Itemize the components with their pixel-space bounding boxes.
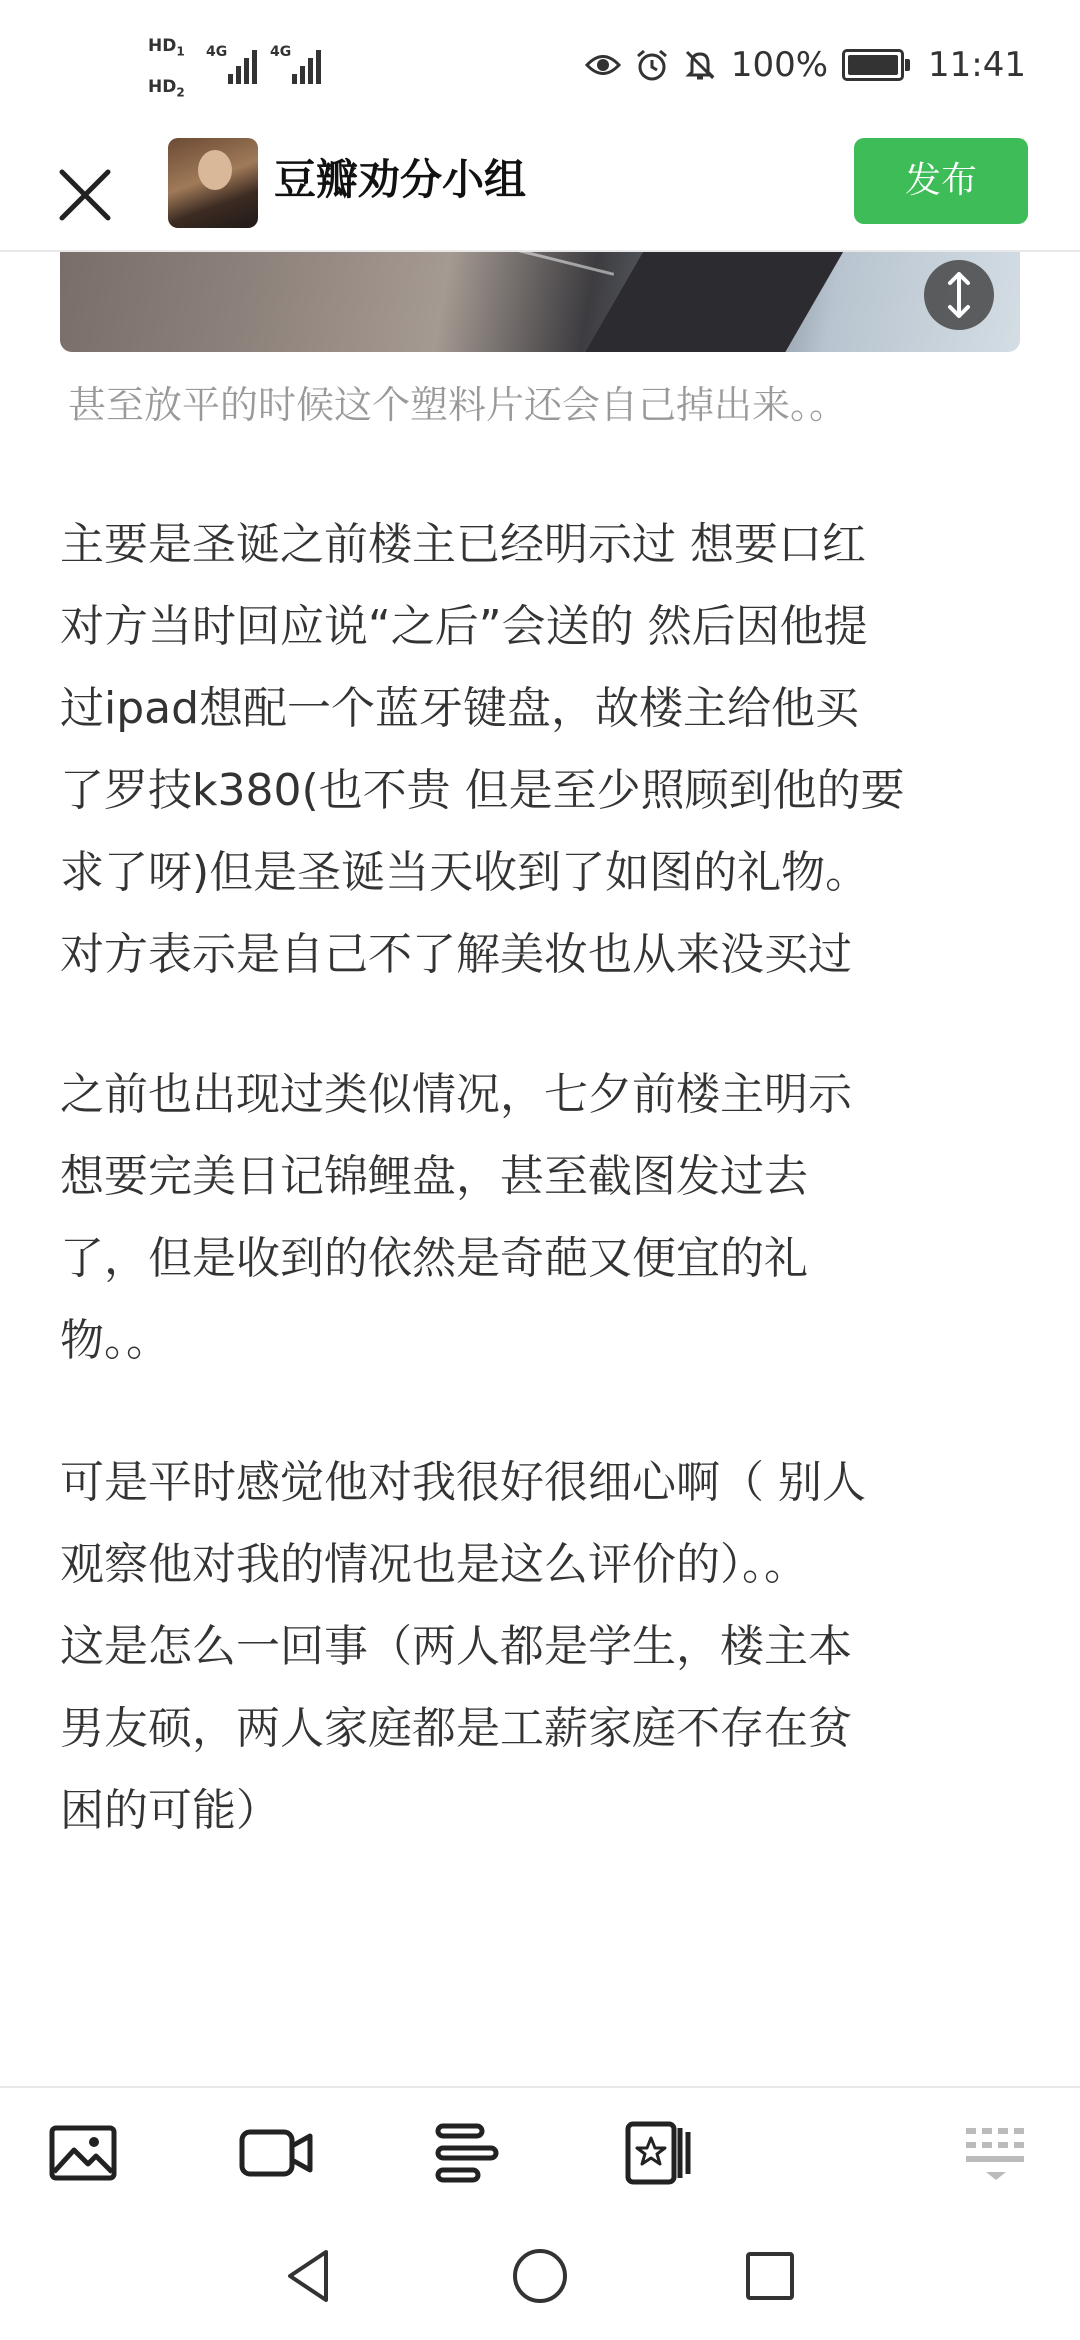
paragraph-line: 主要是圣诞之前楼主已经明示过 想要口红 bbox=[60, 519, 866, 570]
hd-indicator-2 bbox=[148, 77, 192, 102]
nav-home-button[interactable] bbox=[508, 2244, 572, 2308]
insert-image-button[interactable] bbox=[46, 2118, 122, 2188]
insert-album-button[interactable] bbox=[622, 2118, 698, 2188]
top-header bbox=[0, 130, 1080, 252]
keyboard-icon bbox=[962, 2118, 1038, 2188]
paragraph-line: 对方表示是自己不了解美妆也从来没买过 bbox=[60, 929, 852, 980]
close-icon bbox=[52, 150, 118, 230]
post-paragraph-1 bbox=[60, 504, 1030, 996]
post-paragraph-3 bbox=[60, 1442, 1030, 1852]
album-icon bbox=[622, 2118, 698, 2188]
paragraph-line: 了，但是收到的依然是奇葩又便宜的礼 bbox=[60, 1233, 808, 1284]
insert-video-button[interactable] bbox=[238, 2118, 314, 2188]
paragraph-line: 可是平时感觉他对我很好很细心啊（ 别人 bbox=[60, 1457, 866, 1508]
paragraph-line: 过ipad想配一个蓝牙键盘，故楼主给他买 bbox=[60, 683, 860, 734]
hd-indicators bbox=[148, 36, 192, 119]
paragraph-line: 困的可能） bbox=[60, 1785, 280, 1836]
alarm-icon bbox=[635, 48, 669, 82]
paragraph-line: 之前也出现过类似情况，七夕前楼主明示 bbox=[60, 1069, 852, 1120]
post-image[interactable] bbox=[60, 252, 1020, 352]
resize-button[interactable] bbox=[924, 260, 994, 330]
publish-button[interactable]: 发布 bbox=[854, 138, 1028, 224]
clock-time: 11:41 bbox=[928, 45, 1026, 85]
hd2-sub: 2 bbox=[176, 85, 185, 100]
hd-indicator-1 bbox=[148, 36, 192, 61]
hd2-label: HD bbox=[148, 77, 177, 98]
video-icon bbox=[238, 2118, 314, 2188]
paragraph-line: 物。。 bbox=[60, 1315, 170, 1366]
align-icon bbox=[430, 2118, 506, 2188]
status-bar bbox=[0, 0, 1080, 130]
paragraph-line: 这是怎么一回事（两人都是学生，楼主本 bbox=[60, 1621, 852, 1672]
paragraph-line: 观察他对我的情况也是这么评价的）。。 bbox=[60, 1539, 808, 1590]
format-align-button[interactable] bbox=[430, 2118, 506, 2188]
paragraph-line: 男友硕，两人家庭都是工薪家庭不存在贫 bbox=[60, 1703, 852, 1754]
image-icon bbox=[46, 2118, 122, 2188]
hide-keyboard-button[interactable] bbox=[962, 2118, 1038, 2188]
signal-bars-2-icon bbox=[292, 44, 322, 84]
signal-bars-1-icon bbox=[228, 44, 258, 84]
close-button[interactable] bbox=[52, 150, 118, 230]
editor-toolbar bbox=[0, 2086, 1080, 2218]
network-type-2: 4G bbox=[270, 44, 292, 60]
hd1-sub: 1 bbox=[176, 44, 185, 59]
group-avatar[interactable] bbox=[168, 138, 258, 228]
nav-recents-icon bbox=[738, 2244, 802, 2308]
paragraph-line: 对方当时回应说“之后”会送的 然后因他提 bbox=[60, 601, 868, 652]
post-paragraph-2 bbox=[60, 1054, 1030, 1382]
nav-back-button[interactable] bbox=[278, 2244, 342, 2308]
image-caption: 甚至放平的时候这个塑料片还会自己掉出来。。 bbox=[68, 383, 848, 427]
vertical-resize-icon bbox=[924, 260, 994, 330]
battery-icon bbox=[842, 49, 904, 81]
network-type-1: 4G bbox=[206, 44, 228, 60]
system-navigation-bar bbox=[0, 2216, 1080, 2340]
paragraph-line: 了罗技k380(也不贵 但是至少照顾到他的要 bbox=[60, 765, 905, 816]
nav-home-icon bbox=[508, 2244, 572, 2308]
battery-percent: 100% bbox=[730, 45, 829, 85]
eye-icon bbox=[585, 50, 621, 80]
group-title[interactable]: 豆瓣劝分小组 bbox=[274, 155, 527, 204]
hd1-label: HD bbox=[148, 36, 177, 56]
nav-back-icon bbox=[278, 2244, 342, 2308]
paragraph-line: 求了呀)但是圣诞当天收到了如图的礼物。 bbox=[60, 847, 870, 898]
paragraph-line: 想要完美日记锦鲤盘，甚至截图发过去 bbox=[60, 1151, 808, 1202]
mute-icon bbox=[683, 48, 717, 82]
status-right bbox=[585, 40, 1026, 90]
nav-recents-button[interactable] bbox=[738, 2244, 802, 2308]
